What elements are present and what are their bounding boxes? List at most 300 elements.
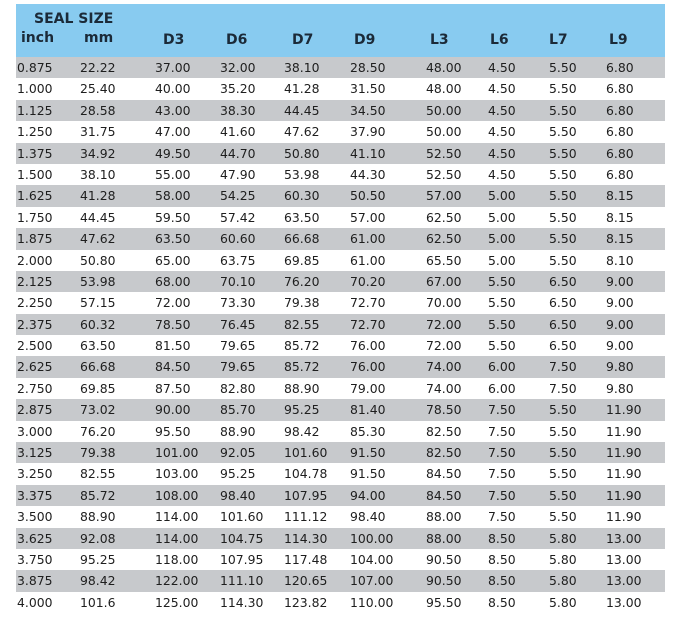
cell-d3: 37.00	[155, 60, 191, 75]
cell-l3: 57.00	[426, 188, 462, 204]
cell-d7: 85.72	[284, 338, 320, 354]
table-row	[16, 399, 665, 420]
cell-l6: 7.50	[488, 466, 516, 482]
cell-l9: 13.00	[606, 594, 642, 610]
cell-l6: 8.50	[488, 573, 516, 589]
cell-l7: 5.50	[549, 145, 577, 161]
cell-d7: 38.10	[284, 60, 320, 75]
cell-l3: 48.00	[426, 81, 462, 97]
cell-d7: 88.90	[284, 380, 320, 396]
cell-l7: 5.50	[549, 252, 577, 268]
cell-d6: 92.05	[220, 445, 256, 461]
column-header-d6: D6	[226, 32, 248, 48]
cell-d3: 81.50	[155, 338, 191, 354]
cell-inch: 2.500	[17, 338, 53, 354]
cell-l3: 82.50	[426, 445, 462, 461]
cell-d6: 44.70	[220, 145, 256, 161]
cell-l3: 48.00	[426, 60, 462, 75]
cell-inch: 1.375	[17, 145, 53, 161]
cell-d3: 40.00	[155, 81, 191, 97]
cell-mm: 69.85	[80, 380, 116, 396]
cell-d7: 66.68	[284, 231, 320, 247]
cell-l7: 5.50	[549, 124, 577, 140]
cell-l9: 8.15	[606, 188, 634, 204]
cell-d6: 79.65	[220, 338, 256, 354]
cell-d6: 111.10	[220, 573, 264, 589]
table-header	[16, 4, 665, 57]
cell-l9: 9.80	[606, 380, 634, 396]
cell-d6: 79.65	[220, 359, 256, 375]
cell-inch: 3.500	[17, 509, 53, 525]
cell-inch: 1.125	[17, 102, 53, 118]
cell-mm: 57.15	[80, 295, 116, 311]
table-row	[16, 592, 665, 613]
cell-mm: 82.55	[80, 466, 116, 482]
cell-d9: 94.00	[350, 487, 386, 503]
cell-d7: 60.30	[284, 188, 320, 204]
cell-d6: 47.90	[220, 166, 256, 182]
cell-inch: 2.125	[17, 273, 53, 289]
cell-d9: 72.70	[350, 295, 386, 311]
cell-inch: 1.500	[17, 166, 53, 182]
table-row	[16, 485, 665, 506]
cell-l3: 82.50	[426, 423, 462, 439]
cell-l7: 5.50	[549, 166, 577, 182]
cell-l7: 5.80	[549, 530, 577, 546]
table-row	[16, 143, 665, 164]
cell-d9: 34.50	[350, 102, 386, 118]
cell-d3: 55.00	[155, 166, 191, 182]
cell-l3: 72.00	[426, 338, 462, 354]
cell-l3: 90.50	[426, 551, 462, 567]
cell-d9: 50.50	[350, 188, 386, 204]
cell-l9: 6.80	[606, 124, 634, 140]
cell-mm: 98.42	[80, 573, 116, 589]
cell-d7: 79.38	[284, 295, 320, 311]
cell-l3: 62.50	[426, 209, 462, 225]
cell-d7: 44.45	[284, 102, 320, 118]
cell-l6: 4.50	[488, 145, 516, 161]
cell-d7: 101.60	[284, 445, 328, 461]
table-row	[16, 528, 665, 549]
cell-d6: 41.60	[220, 124, 256, 140]
cell-l9: 8.10	[606, 252, 634, 268]
cell-mm: 73.02	[80, 402, 116, 418]
cell-l6: 8.50	[488, 594, 516, 610]
table-row	[16, 271, 665, 292]
cell-l9: 13.00	[606, 530, 642, 546]
cell-l3: 62.50	[426, 231, 462, 247]
column-header-d7: D7	[292, 32, 314, 48]
table-row	[16, 314, 665, 335]
cell-mm: 66.68	[80, 359, 116, 375]
cell-d7: 53.98	[284, 166, 320, 182]
cell-mm: 25.40	[80, 81, 116, 97]
cell-mm: 31.75	[80, 124, 116, 140]
cell-l3: 84.50	[426, 466, 462, 482]
cell-mm: 44.45	[80, 209, 116, 225]
cell-d3: 122.00	[155, 573, 199, 589]
cell-l6: 5.00	[488, 188, 516, 204]
cell-d9: 100.00	[350, 530, 394, 546]
cell-l9: 6.80	[606, 102, 634, 118]
table-row	[16, 57, 665, 78]
cell-d9: 81.40	[350, 402, 386, 418]
cell-l3: 50.00	[426, 124, 462, 140]
cell-d7: 98.42	[284, 423, 320, 439]
cell-mm: 28.58	[80, 102, 116, 118]
table-row	[16, 378, 665, 399]
table-row	[16, 356, 665, 377]
cell-l3: 70.00	[426, 295, 462, 311]
cell-d7: 85.72	[284, 359, 320, 375]
cell-d9: 76.00	[350, 359, 386, 375]
cell-l3: 65.50	[426, 252, 462, 268]
cell-d9: 28.50	[350, 60, 386, 75]
cell-inch: 2.000	[17, 252, 53, 268]
cell-l6: 5.00	[488, 252, 516, 268]
cell-d3: 78.50	[155, 316, 191, 332]
cell-mm: 34.92	[80, 145, 116, 161]
cell-mm: 50.80	[80, 252, 116, 268]
cell-l3: 52.50	[426, 166, 462, 182]
cell-d6: 114.30	[220, 594, 264, 610]
cell-d9: 85.30	[350, 423, 386, 439]
cell-l6: 5.50	[488, 273, 516, 289]
cell-d7: 69.85	[284, 252, 320, 268]
table-row	[16, 78, 665, 99]
seal-size-group-label: SEAL SIZE	[34, 11, 114, 27]
cell-d7: 47.62	[284, 124, 320, 140]
cell-inch: 3.250	[17, 466, 53, 482]
cell-l7: 5.80	[549, 573, 577, 589]
cell-mm: 76.20	[80, 423, 116, 439]
cell-d6: 104.75	[220, 530, 264, 546]
cell-d7: 123.82	[284, 594, 328, 610]
cell-d6: 76.45	[220, 316, 256, 332]
cell-l3: 78.50	[426, 402, 462, 418]
cell-d3: 84.50	[155, 359, 191, 375]
cell-d3: 114.00	[155, 530, 199, 546]
cell-inch: 2.625	[17, 359, 53, 375]
cell-d9: 61.00	[350, 231, 386, 247]
cell-d7: 76.20	[284, 273, 320, 289]
cell-d3: 63.50	[155, 231, 191, 247]
cell-d3: 72.00	[155, 295, 191, 311]
cell-l9: 9.00	[606, 338, 634, 354]
cell-l3: 95.50	[426, 594, 462, 610]
cell-d3: 118.00	[155, 551, 199, 567]
cell-l9: 8.15	[606, 209, 634, 225]
cell-d3: 101.00	[155, 445, 199, 461]
cell-l9: 6.80	[606, 60, 634, 75]
cell-l7: 5.80	[549, 594, 577, 610]
cell-d9: 76.00	[350, 338, 386, 354]
cell-inch: 1.625	[17, 188, 53, 204]
cell-d9: 79.00	[350, 380, 386, 396]
cell-d3: 68.00	[155, 273, 191, 289]
cell-l3: 90.50	[426, 573, 462, 589]
cell-d9: 41.10	[350, 145, 386, 161]
cell-mm: 79.38	[80, 445, 116, 461]
cell-inch: 0.875	[17, 60, 53, 75]
cell-inch: 1.750	[17, 209, 53, 225]
cell-l6: 5.50	[488, 295, 516, 311]
cell-d6: 101.60	[220, 509, 264, 525]
cell-d9: 98.40	[350, 509, 386, 525]
cell-inch: 3.875	[17, 573, 53, 589]
cell-l6: 4.50	[488, 124, 516, 140]
cell-d7: 63.50	[284, 209, 320, 225]
cell-d9: 31.50	[350, 81, 386, 97]
cell-l9: 11.90	[606, 509, 642, 525]
cell-mm: 22.22	[80, 60, 116, 75]
cell-d9: 44.30	[350, 166, 386, 182]
cell-l3: 88.00	[426, 530, 462, 546]
cell-mm: 63.50	[80, 338, 116, 354]
cell-l6: 6.00	[488, 359, 516, 375]
cell-d9: 57.00	[350, 209, 386, 225]
column-header-d9: D9	[354, 32, 376, 48]
cell-d6: 32.00	[220, 60, 256, 75]
cell-l9: 13.00	[606, 573, 642, 589]
table-row	[16, 335, 665, 356]
cell-d6: 85.70	[220, 402, 256, 418]
cell-l7: 6.50	[549, 273, 577, 289]
cell-l9: 9.00	[606, 273, 634, 289]
table-row	[16, 100, 665, 121]
cell-l7: 5.50	[549, 487, 577, 503]
cell-d3: 43.00	[155, 102, 191, 118]
cell-l9: 11.90	[606, 423, 642, 439]
cell-d6: 73.30	[220, 295, 256, 311]
table-row	[16, 207, 665, 228]
seal-size-table	[16, 4, 665, 613]
cell-d7: 41.28	[284, 81, 320, 97]
cell-l7: 6.50	[549, 295, 577, 311]
cell-l6: 5.00	[488, 209, 516, 225]
table-body	[16, 57, 665, 613]
cell-d6: 88.90	[220, 423, 256, 439]
cell-inch: 3.750	[17, 551, 53, 567]
cell-mm: 53.98	[80, 273, 116, 289]
cell-d6: 70.10	[220, 273, 256, 289]
cell-inch: 1.875	[17, 231, 53, 247]
table-row	[16, 442, 665, 463]
cell-d9: 104.00	[350, 551, 394, 567]
cell-l7: 5.50	[549, 102, 577, 118]
cell-l3: 74.00	[426, 359, 462, 375]
cell-l9: 6.80	[606, 145, 634, 161]
cell-inch: 3.125	[17, 445, 53, 461]
cell-d6: 35.20	[220, 81, 256, 97]
table-row	[16, 506, 665, 527]
cell-l3: 72.00	[426, 316, 462, 332]
cell-d7: 82.55	[284, 316, 320, 332]
table-row	[16, 570, 665, 591]
cell-d6: 57.42	[220, 209, 256, 225]
cell-l9: 11.90	[606, 466, 642, 482]
cell-d7: 95.25	[284, 402, 320, 418]
column-header-l9: L9	[609, 32, 628, 48]
cell-mm: 85.72	[80, 487, 116, 503]
cell-d6: 38.30	[220, 102, 256, 118]
column-header-inch: inch	[21, 30, 55, 46]
column-header-l6: L6	[490, 32, 509, 48]
cell-d9: 72.70	[350, 316, 386, 332]
table-row	[16, 250, 665, 271]
cell-d3: 114.00	[155, 509, 199, 525]
table-row	[16, 292, 665, 313]
cell-d6: 95.25	[220, 466, 256, 482]
cell-mm: 47.62	[80, 231, 116, 247]
cell-l7: 5.50	[549, 509, 577, 525]
cell-l9: 13.00	[606, 551, 642, 567]
cell-d9: 91.50	[350, 445, 386, 461]
cell-mm: 101.6	[80, 594, 116, 610]
cell-inch: 2.750	[17, 380, 53, 396]
cell-l6: 8.50	[488, 530, 516, 546]
cell-d3: 59.50	[155, 209, 191, 225]
cell-d9: 110.00	[350, 594, 394, 610]
cell-d7: 120.65	[284, 573, 328, 589]
cell-l7: 5.50	[549, 60, 577, 75]
cell-l3: 88.00	[426, 509, 462, 525]
cell-l9: 6.80	[606, 166, 634, 182]
cell-d7: 117.48	[284, 551, 328, 567]
cell-l6: 4.50	[488, 166, 516, 182]
cell-mm: 60.32	[80, 316, 116, 332]
cell-d7: 107.95	[284, 487, 328, 503]
cell-d9: 61.00	[350, 252, 386, 268]
cell-mm: 41.28	[80, 188, 116, 204]
cell-mm: 88.90	[80, 509, 116, 525]
cell-d3: 103.00	[155, 466, 199, 482]
cell-l6: 7.50	[488, 445, 516, 461]
cell-d6: 63.75	[220, 252, 256, 268]
cell-mm: 38.10	[80, 166, 116, 182]
cell-d6: 107.95	[220, 551, 264, 567]
column-header-d3: D3	[163, 32, 185, 48]
table-row	[16, 121, 665, 142]
cell-d3: 95.50	[155, 423, 191, 439]
cell-d9: 91.50	[350, 466, 386, 482]
cell-d9: 37.90	[350, 124, 386, 140]
table-row	[16, 421, 665, 442]
cell-l7: 6.50	[549, 338, 577, 354]
cell-inch: 4.000	[17, 594, 53, 610]
cell-l6: 5.50	[488, 316, 516, 332]
cell-d6: 54.25	[220, 188, 256, 204]
cell-l6: 4.50	[488, 60, 516, 75]
cell-inch: 3.625	[17, 530, 53, 546]
cell-l6: 7.50	[488, 423, 516, 439]
cell-d7: 114.30	[284, 530, 328, 546]
column-header-mm: mm	[84, 30, 114, 46]
cell-l9: 9.00	[606, 316, 634, 332]
cell-d7: 111.12	[284, 509, 328, 525]
cell-l6: 7.50	[488, 487, 516, 503]
cell-l6: 8.50	[488, 551, 516, 567]
cell-d6: 60.60	[220, 231, 256, 247]
cell-l7: 5.50	[549, 423, 577, 439]
cell-inch: 3.375	[17, 487, 53, 503]
cell-d6: 98.40	[220, 487, 256, 503]
cell-l9: 9.00	[606, 295, 634, 311]
cell-d9: 107.00	[350, 573, 394, 589]
cell-l6: 5.50	[488, 338, 516, 354]
cell-l7: 5.50	[549, 81, 577, 97]
table-row	[16, 463, 665, 484]
cell-l7: 6.50	[549, 316, 577, 332]
cell-l9: 11.90	[606, 402, 642, 418]
table-row	[16, 185, 665, 206]
cell-inch: 2.875	[17, 402, 53, 418]
cell-l7: 5.50	[549, 445, 577, 461]
cell-l7: 7.50	[549, 359, 577, 375]
cell-l6: 7.50	[488, 509, 516, 525]
cell-d6: 82.80	[220, 380, 256, 396]
cell-l9: 6.80	[606, 81, 634, 97]
cell-d3: 108.00	[155, 487, 199, 503]
cell-l9: 11.90	[606, 445, 642, 461]
cell-d3: 49.50	[155, 145, 191, 161]
cell-d3: 65.00	[155, 252, 191, 268]
cell-inch: 1.250	[17, 124, 53, 140]
cell-mm: 92.08	[80, 530, 116, 546]
cell-d3: 90.00	[155, 402, 191, 418]
cell-l7: 5.50	[549, 231, 577, 247]
column-header-l3: L3	[430, 32, 449, 48]
cell-l7: 5.50	[549, 209, 577, 225]
cell-inch: 2.375	[17, 316, 53, 332]
cell-inch: 2.250	[17, 295, 53, 311]
cell-l9: 8.15	[606, 231, 634, 247]
cell-l6: 4.50	[488, 81, 516, 97]
cell-l9: 11.90	[606, 487, 642, 503]
table-row	[16, 228, 665, 249]
cell-l3: 52.50	[426, 145, 462, 161]
cell-d7: 104.78	[284, 466, 328, 482]
cell-l9: 9.80	[606, 359, 634, 375]
table-row	[16, 164, 665, 185]
cell-inch: 1.000	[17, 81, 53, 97]
table-row	[16, 549, 665, 570]
cell-d3: 58.00	[155, 188, 191, 204]
cell-inch: 3.000	[17, 423, 53, 439]
cell-l6: 7.50	[488, 402, 516, 418]
cell-mm: 95.25	[80, 551, 116, 567]
cell-d9: 70.20	[350, 273, 386, 289]
cell-l3: 50.00	[426, 102, 462, 118]
cell-l3: 74.00	[426, 380, 462, 396]
cell-l3: 67.00	[426, 273, 462, 289]
cell-l6: 4.50	[488, 102, 516, 118]
cell-l7: 5.80	[549, 551, 577, 567]
cell-l7: 5.50	[549, 402, 577, 418]
cell-d3: 125.00	[155, 594, 199, 610]
cell-d7: 50.80	[284, 145, 320, 161]
cell-l6: 5.00	[488, 231, 516, 247]
cell-l7: 5.50	[549, 466, 577, 482]
cell-l7: 7.50	[549, 380, 577, 396]
cell-d3: 87.50	[155, 380, 191, 396]
cell-l3: 84.50	[426, 487, 462, 503]
cell-l7: 5.50	[549, 188, 577, 204]
cell-l6: 6.00	[488, 380, 516, 396]
column-header-l7: L7	[549, 32, 568, 48]
cell-d3: 47.00	[155, 124, 191, 140]
